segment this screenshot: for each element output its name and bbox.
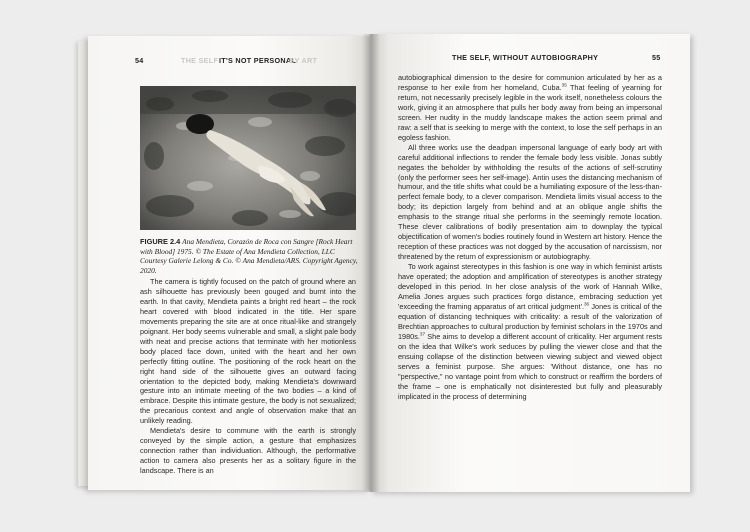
paragraph: Mendieta's desire to commune with the earth is strongly conveyed by the simple action, a gesture that emphasizes connection rather than individuation. Although, the performative action to camera also presents her as a solitary figure in the landscape. There is an — [140, 426, 356, 476]
paragraph: The camera is tightly focused on the patch of ground where an ash silhouette has previously been gouged and burnt into the earth. In that cavity, Mendieta paints a bright red heart – the rock heart covered with blood indicated in the title. Her spare movements preparing the site are at once ritual-like and strangely poignant. Her body seems vulnerable and small, a slight pale body with neat and precise actions that terminate with her motionless body placed face down, united with the heart and her own perfectly fitting outline. The positioning of the rock heart on the right hand side of the silhouette gives an outward facing orientation to the depicted body, making Mendieta's downward gesture into an intimate meeting of the two bodies – a kind of embrace. Despite this intimate gesture, the body is not sexualized; the precarious context and angle of observation make that an unlikely reading. — [140, 277, 356, 426]
footnote-ref: 36 — [584, 301, 590, 307]
right-page-number: 55 — [652, 53, 661, 62]
right-running-head: THE SELF, WITHOUT AUTOBIOGRAPHY — [452, 53, 599, 62]
paragraph: All three works use the deadpan impersonal language of early body art with careful additional inflections to render the female body less visible. Jonas subtly negates the beholder by withholding the results of the actions of self-scrutiny (only the performer sees her self-image). Antin uses the distancing mechanism of humour, and the title shifts what could be a humiliating exposure of the less-than-perfect female body, to a clever comparison. Mendieta limits visual access to the body; its depiction largely from behind and at an oblique angle shifts the emphasis to the strange ritual she performs in the seemingly remote location. These clever calibrations of bodily presentation aim to downplay the typical objectification of women's bodies routinely found in Western art history. Hence the reception of these practices was not dogged by the accusation of narcissism, nor threatened by the return of expressionism or autobiography. — [398, 142, 662, 262]
right-body-text — [398, 73, 662, 401]
footnote-ref: 35 — [561, 82, 567, 88]
photo-earth-figure — [140, 86, 356, 230]
left-body-text — [140, 277, 356, 476]
paragraph — [398, 73, 662, 143]
figure-credit: © The Estate of Ana Mendieta Collection, LLC Courtesy Galerie Lelong & Co. © Ana Mendieta/ARS. Copyright Agency, 2020. — [140, 246, 358, 275]
figure-caption — [140, 237, 360, 275]
ghost-heading-left: THE SELF — [181, 56, 219, 65]
figure-label: FIGURE 2.4 — [140, 237, 181, 246]
text-run: Jones is critical of the equation of distancing techniques with criticality: a result of the valorization of Brechtian approaches to cultural production by feminist scholars in the 1970s and 1980s. — [398, 301, 662, 341]
footnote-ref: 37 — [419, 331, 426, 337]
left-page — [88, 36, 370, 490]
text-run: autobiographical dimension to the desire for communion articulated by her as a response to her exile from her homeland, Cuba. — [398, 73, 662, 92]
paragraph — [398, 262, 662, 401]
text-run: That feeling of yearning for return, not necessarily precisely legible in the work itself, nonetheless colours the work, giving it an atmosphere that pulls her body away from being an impersonal screen. Her nudity in the muddy landscape makes the action seem primal and raw: a self that is seeking to merge with the context, to lose the self perhaps in an egoless fashion. — [398, 82, 662, 142]
figure-title: Ana Mendieta, Corazón de Roca con Sangre [Rock Heart with Blood] 1975. — [140, 237, 353, 256]
left-running-head: IT'S NOT PERSONAL — [219, 56, 297, 65]
open-book — [78, 34, 698, 494]
figure-photo — [140, 86, 356, 230]
book-gutter — [362, 34, 380, 492]
right-page — [370, 34, 690, 492]
ghost-heading-right: BY ART — [289, 56, 318, 65]
text-run: She aims to develop a different account of criticality. Her argument rests on the idea that Wilke's work seduces by pulling the viewer close and that the ensuing collapse of the distinction between viewing subject and viewed object serves a feminist purpose. She argues: 'Without distance, one has no "perspective," no vantage point from which to construct or reaffirm the borders of the frame – one is emphatically not disinterested but fully and pleasurably implicated in the process of determining — [398, 331, 662, 401]
left-page-number: 54 — [135, 56, 144, 65]
text-run: To work against stereotypes in this fashion is one way in which feminist artists have operated; the adoption and amplification of stereotypes is another strategy developed in this period. In her close analysis of the work of Hannah Wilke, Amelia Jones argues such practices forgo distance, embracing seduction yet 'exceeding the framing apparatus of art critical judgment'. — [398, 262, 662, 311]
